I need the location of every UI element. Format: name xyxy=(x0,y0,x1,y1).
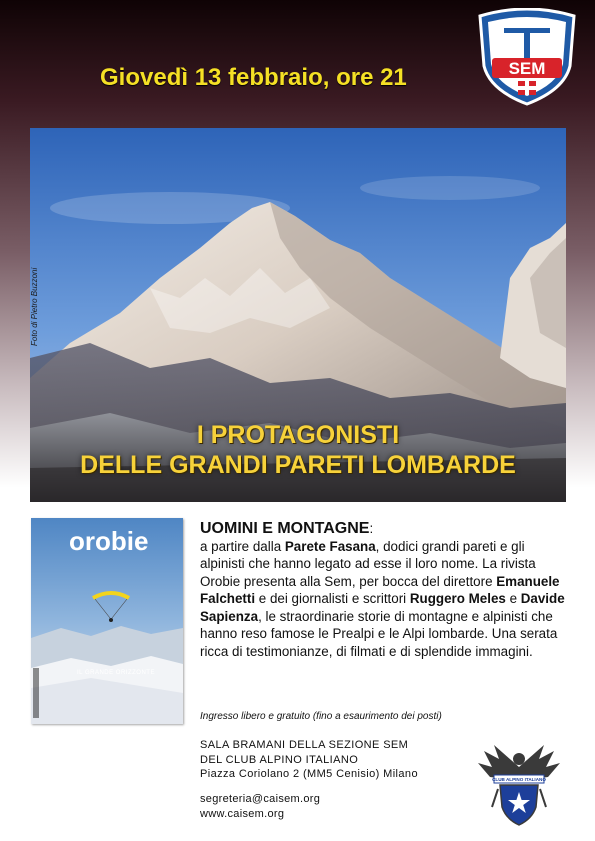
svg-text:CLUB ALPINO ITALIANO: CLUB ALPINO ITALIANO xyxy=(492,777,546,782)
description-text: , le straordinarie storie di montagne e alpinisti che hanno reso famose le Prealpi e le Alpi lombarde. Una serata ricca di testimonianze, di filmati e di splendide immagini. xyxy=(200,608,558,659)
sem-logo xyxy=(474,8,580,108)
cai-logo xyxy=(474,737,564,827)
magazine-cover xyxy=(31,518,183,724)
description-bold: Davide Sapienza xyxy=(200,591,565,624)
description-text: e dei giornalisti e scrittori xyxy=(255,591,410,606)
svg-text:SEM: SEM xyxy=(508,59,546,78)
headline-line-1: I PROTAGONISTI xyxy=(196,421,400,449)
sem-logo-text xyxy=(509,59,546,78)
description-heading-colon: : xyxy=(369,521,374,536)
event-headline xyxy=(30,420,566,480)
contact-email[interactable]: segreteria@caisem.org xyxy=(200,793,321,805)
description-text: , dodici grandi pareti e gli alpinisti che hanno legato ad esse il loro nome. La rivista Orobie presenta alla Sem, per bocca del direttore xyxy=(200,538,536,589)
magazine-cover-text: IL GRANDE ORIZZONTE xyxy=(77,670,155,676)
event-description xyxy=(200,520,570,660)
cai-logo-text xyxy=(492,777,546,782)
contact-website[interactable]: www.caisem.org xyxy=(200,808,285,820)
venue-line-1: SALA BRAMANI DELLA SEZIONE SEM xyxy=(200,739,409,751)
description-text: e xyxy=(505,591,521,606)
photo-credit: Foto di Pietro Buzzoni xyxy=(30,267,39,346)
venue-line-2: DEL CLUB ALPINO ITALIANO xyxy=(200,753,359,766)
description-bold: Emanuele Falchetti xyxy=(200,573,560,606)
description-heading: UOMINI E MONTAGNE xyxy=(200,520,370,537)
entry-note: Ingresso libero e gratuito (fino a esaurimento dei posti) xyxy=(200,711,442,722)
description-bold: Parete Fasana xyxy=(284,538,376,554)
description-bold: Ruggero Meles xyxy=(409,591,506,606)
description-text: a partire dalla xyxy=(200,538,285,554)
venue-line-3: Piazza Coriolano 2 (MM5 Cenisio) Milano xyxy=(200,768,418,780)
magazine-title: orobie xyxy=(69,526,149,556)
event-date: Giovedì 13 febbraio, ore 21 xyxy=(100,64,407,91)
headline-line-2: DELLE GRANDI PARETI LOMBARDE xyxy=(80,451,516,479)
contacts xyxy=(200,792,470,822)
venue-address xyxy=(200,738,470,782)
